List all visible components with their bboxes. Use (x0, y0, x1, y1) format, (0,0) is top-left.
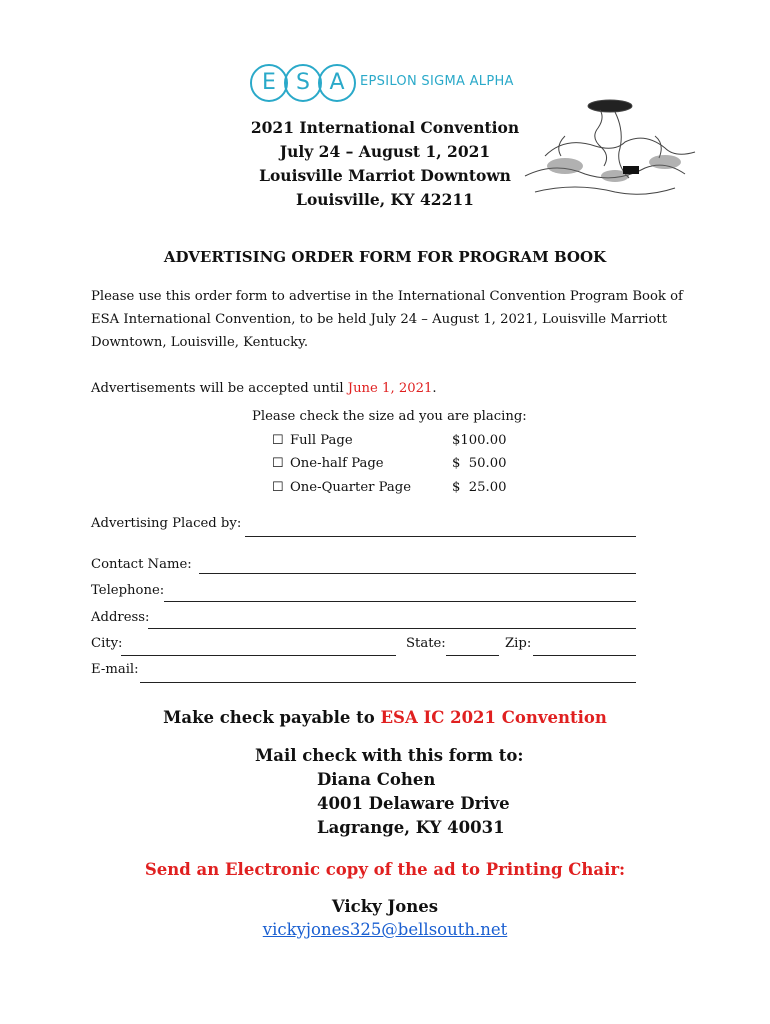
state-field[interactable] (446, 655, 499, 656)
size-price-full: $100.00 (452, 432, 507, 448)
printing-chair-email-link[interactable]: vickyjones325@bellsouth.net (262, 920, 508, 939)
zip-field[interactable] (533, 655, 636, 656)
intro-line-1: Please use this order form to advertise in the International Convention Program Book of (91, 289, 683, 304)
deadline-line (91, 377, 691, 400)
size-option-half[interactable] (252, 452, 552, 476)
size-option-full[interactable] (252, 429, 552, 453)
telephone-label: Telephone: (91, 583, 165, 598)
ad-size-selection (252, 405, 552, 499)
deadline-date: June 1, 2021 (347, 381, 433, 396)
intro-paragraph (91, 285, 691, 400)
checkbox-quarter-page[interactable]: ☐ (272, 479, 284, 495)
deadline-prefix: Advertisements will be accepted until (91, 381, 348, 396)
size-option-quarter[interactable] (252, 476, 552, 500)
convention-header (200, 116, 570, 212)
logo-text: EPSILON SIGMA ALPHA (360, 74, 514, 89)
state-label: State: (406, 636, 446, 651)
mail-heading: Mail check with this form to: (255, 746, 524, 765)
convention-dates: July 24 – August 1, 2021 (279, 142, 491, 161)
city-label: City: (91, 636, 123, 651)
size-label-full: Full Page (290, 432, 353, 448)
size-label-quarter: One-Quarter Page (290, 479, 412, 495)
logo-letter-e: E (250, 64, 288, 102)
size-price-half: $ 50.00 (452, 456, 507, 471)
deadline-suffix: . (432, 381, 437, 396)
email-label: E-mail: (91, 662, 139, 677)
size-price-quarter: $ 25.00 (452, 479, 507, 495)
intro-line-2: ESA International Convention, to be held July 24 – August 1, 2021, Louisville Marriott (91, 312, 668, 327)
logo-letter-a: A (318, 64, 356, 102)
logo-letter-s: S (284, 64, 322, 102)
contact-name-label: Contact Name: (91, 557, 192, 572)
checkbox-full-page[interactable]: ☐ (272, 432, 284, 448)
form-title: ADVERTISING ORDER FORM FOR PROGRAM BOOK (163, 248, 607, 266)
address-label: Address: (91, 610, 150, 625)
advertising-placed-by-label: Advertising Placed by: (91, 516, 242, 531)
convention-title: 2021 International Convention (250, 118, 520, 137)
electronic-copy-heading: Send an Electronic copy of the ad to Printing Chair: (144, 860, 626, 879)
mail-to-block (255, 744, 585, 840)
intro-line-3: Downtown, Louisville, Kentucky. (91, 335, 309, 350)
printing-chair-name: Vicky Jones (331, 897, 439, 916)
checkbox-half-page[interactable]: ☐ (272, 456, 284, 471)
payment-prefix: Make check payable to (163, 708, 381, 727)
zip-label: Zip: (505, 636, 532, 651)
payment-payee: ESA IC 2021 Convention (380, 708, 607, 727)
mail-street: 4001 Delaware Drive (317, 794, 510, 813)
convention-venue: Louisville Marriot Downtown (259, 166, 511, 185)
advertising-placed-by-field[interactable] (245, 536, 636, 537)
mail-city-state-zip: Lagrange, KY 40031 (317, 818, 505, 837)
address-field[interactable] (148, 628, 636, 629)
payment-instructions (100, 708, 670, 727)
telephone-field[interactable] (164, 601, 636, 602)
convention-location: Louisville, KY 42211 (296, 190, 474, 209)
email-field[interactable] (140, 682, 636, 683)
contact-name-field[interactable] (199, 573, 636, 574)
mail-name: Diana Cohen (317, 770, 436, 789)
size-label-half: One-half Page (290, 456, 384, 471)
city-field[interactable] (121, 655, 396, 656)
size-prompt: Please check the size ad you are placing: (252, 409, 527, 424)
